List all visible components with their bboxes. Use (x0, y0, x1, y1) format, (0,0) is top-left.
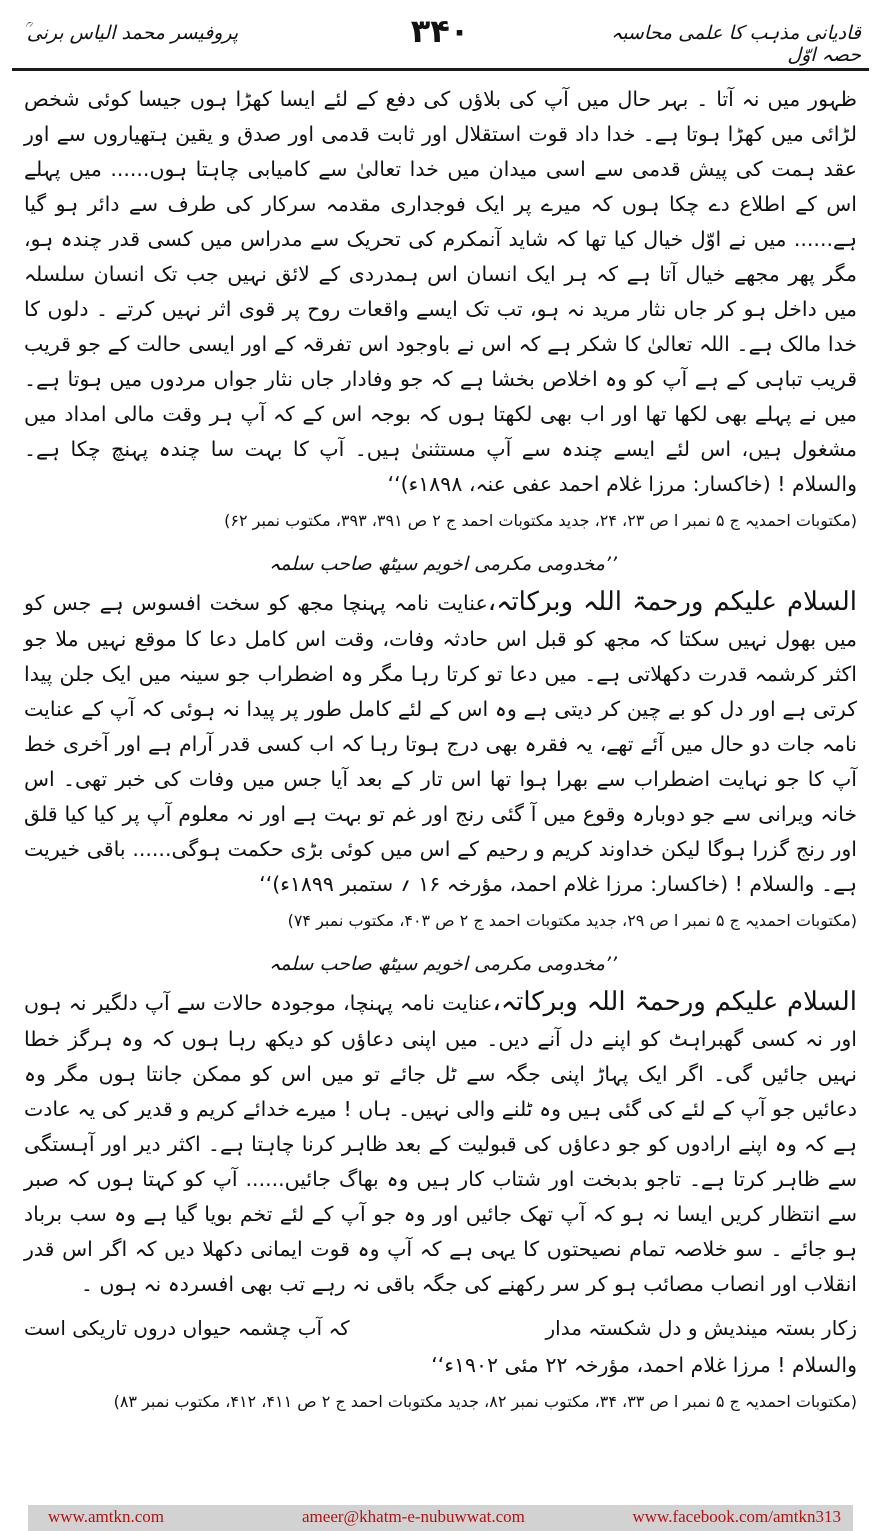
facebook-link[interactable]: www.facebook.com/amtkn313 (632, 1507, 841, 1526)
author-name: پروفیسر محمد الیاس برنی ؒ (22, 22, 239, 44)
letter-paragraph (24, 582, 857, 902)
page-number: ۳۴۰ (410, 12, 470, 50)
website-link[interactable]: www.amtkn.com (48, 1507, 164, 1526)
letter-closing: والسلام ! مرزا غلام احمد، مؤرخہ ۲۲ مئی ۱۹۰۲ء‘‘ (431, 1353, 857, 1377)
letter-paragraph (24, 982, 857, 1302)
book-title: قادیانی مذہب کا علمی محاسبہ حصہ اوّل (611, 22, 861, 66)
page-body (24, 82, 857, 1457)
email-link[interactable]: ameer@khatm-e-nubuwwat.com (302, 1507, 525, 1526)
letter-salutation: ’’مخدومی مکرمی اخویم سیٹھ صاحب سلمہ (269, 553, 617, 575)
page-header (0, 0, 881, 78)
letter-text: عنایت نامہ پہنچا، موجودہ حالات سے آپ دلگیر نہ ہوں اور نہ کسی گھبراہٹ کو اپنے دل آنے دیں۔ میں اپنی دعاؤں کو دیکھ رہا ہوں کہ وہ ہرگز خطا نہیں جائیں گی۔ اگر ایک پہاڑ اپنی جگہ سے ٹل جائے تو میں اس کو ممکن جانتا ہوں مگر وہ دعائیں جو آپ کے لئے کی گئی ہیں وہ ٹلنے والی نہیں۔ ہاں ! میرے خدائے کریم و قدیر کی یہ عادت ہے کہ وہ اپنے ارادوں کو جو دعاؤں کی قبولیت کے بعد ظاہر کرنا چاہتا ہے۔ اکثر دیر اور آہستگی سے ظاہر کرتا ہے۔ تاجو بدبخت اور شتاب کار ہیں وہ بھاگ جائیں...... آپ کو کہتا ہوں کہ صبر سے انتظار کریں ایسا نہ ہو کہ آپ تھک جائیں اور وہ جو آپ کے لئے تخم بویا گیا ہے وہ سب برباد ہو جائے ۔ سو خلاصہ تمام نصیحتوں کا یہی ہے کہ آپ وہ قوت ایمانی دکھلا دیں کہ اگر اس قدر انقلاب اور انصاب مصائب ہو کر سر رکھنے کی جگہ باقی نہ رہے تب بھی افسردہ نہ ہوں ۔ (24, 991, 857, 1296)
couplet-second-half: کہ آب چشمہ حیواں دروں تاریکی است (24, 1316, 350, 1340)
page-footer (28, 1505, 853, 1531)
letter-text: عنایت نامہ پہنچا مجھ کو سخت افسوس ہے جس کو میں بھول نہیں سکتا کہ مجھ کو قبل اس حادثہ وفات، وقت اس کامل دعا کا موقع نہیں ملا جو اکثر کرشمہ قدرت دکھلاتی ہے۔ میں دعا تو کرتا رہا مگر وہ اضطراب جو سینہ میں ایک جلن پیدا کرتی ہے اور دل کو بے چین کر دیتی ہے وہ اس کے لئے کامل طور پر پیدا نہ ہوئی کہ آپ کے عنایت نامہ جات دو حال میں آئے تھے، یہ فقرہ بھی درج ہوتا رہا کہ اب کسی قدر آرام ہے اور آخری خط آپ کا جو نہایت اضطراب سے بھرا ہوا تھا اس تار کے بعد آیا جس میں وفات کی خبر تھی۔ اس خانہ ویرانی سے جو دوبارہ وقوع میں آ گئی رنج اور غم تو بہت ہے اور نہ معلوم آپ پر کیا کیا قلق اور رنج گزرا ہوگا لیکن خداوند کریم و رحیم کے اس میں کوئی بڑی حکمت ہوگی...... باقی خیریت ہے۔ والسلام ! (خاکسار: مرزا غلام احمد، مؤرخہ ۱۶ ؍ ستمبر ۱۸۹۹ء)‘‘ (24, 591, 857, 896)
reference-citation: (مکتوبات احمدیہ ج ۵ نمبر ا ص ۲۹، جدید مکتوبات احمد ج ۲ ص ۴۰۳، مکتوب نمبر ۷۴) (287, 911, 857, 930)
reference-citation: (مکتوبات احمدیہ ج ۵ نمبر ا ص ۳۳، ۳۴، مکتوب نمبر ۸۲، جدید مکتوبات احمد ج ۲ ص ۴۱۱، ۴۱۲، مکتوب نمبر ۸۳) (113, 1392, 857, 1411)
letter-salutation: ’’مخدومی مکرمی اخویم سیٹھ صاحب سلمہ (269, 953, 617, 975)
greeting: السلام علیکم ورحمۃ اللہ وبرکاتہ، (487, 587, 858, 617)
header-divider (12, 68, 869, 71)
reference-citation: (مکتوبات احمدیہ ج ۵ نمبر ا ص ۲۳، ۲۴، جدید مکتوبات احمد ج ۲ ص ۳۹۱، ۳۹۳، مکتوب نمبر ۶۲) (224, 511, 857, 530)
letter-paragraph: ظہور میں نہ آتا ۔ بہر حال میں آپ کی بلاؤں کی دفع کے لئے ایسا کھڑا ہوں جیسا کوئی شخص لڑائی میں کھڑا ہوتا ہے۔ خدا داد قوت استقلال اور ثابت قدمی اور صدق و یقین ہتھیاروں سے اور عقد ہمت کی پیش قدمی سے اسی میدان میں خدا تعالیٰ سے کامیابی چاہتا ہوں...... میں پہلے اس کے اطلاع دے چکا ہوں کہ میرے پر ایک فوجداری مقدمہ سرکار کی طرف سے دائر ہو گیا ہے...... میں نے اوّل خیال کیا تھا کہ شاید آنمکرم کی تحریک سے مدراس میں کسی قدر چندہ ہو، مگر پھر مجھے خیال آتا ہے کہ ہر ایک انسان اس ہمدردی کے لائق نہیں جب تک انسان سلسلہ میں داخل ہو کر جاں نثار مرید نہ ہو، تب تک ایسے واقعات روح پر قوی اثر نہیں کرتے ۔ دلوں کا خدا مالک ہے۔ اللہ تعالیٰ کا شکر ہے کہ اس نے باوجود اس تفرقہ کے اور ایسی حالت کے جو قریب قریب تباہی کے ہے آپ کو وہ اخلاص بخشا ہے کہ جو وفادار جاں نثار جواں مردوں میں ہوتا ہے۔ میں نے پہلے بھی لکھا تھا اور اب بھی لکھتا ہوں کہ بوجہ اس کے کہ آپ ہر وقت مالی امداد میں مشغول ہیں، اس لئے ایسے چندہ سے آپ مستثنیٰ ہیں۔ آپ کا بہت سا چندہ پہنچ چکا ہے۔ والسلام ! (خاکسار: مرزا غلام احمد عفی عنہ، ۱۸۹۸ء)‘‘ (24, 87, 857, 496)
greeting: السلام علیکم ورحمۃ اللہ وبرکاتہ، (492, 987, 857, 1017)
persian-couplet (24, 1308, 857, 1348)
couplet-first-half: زکار بستہ میندیش و دل شکستہ مدار (545, 1316, 857, 1340)
